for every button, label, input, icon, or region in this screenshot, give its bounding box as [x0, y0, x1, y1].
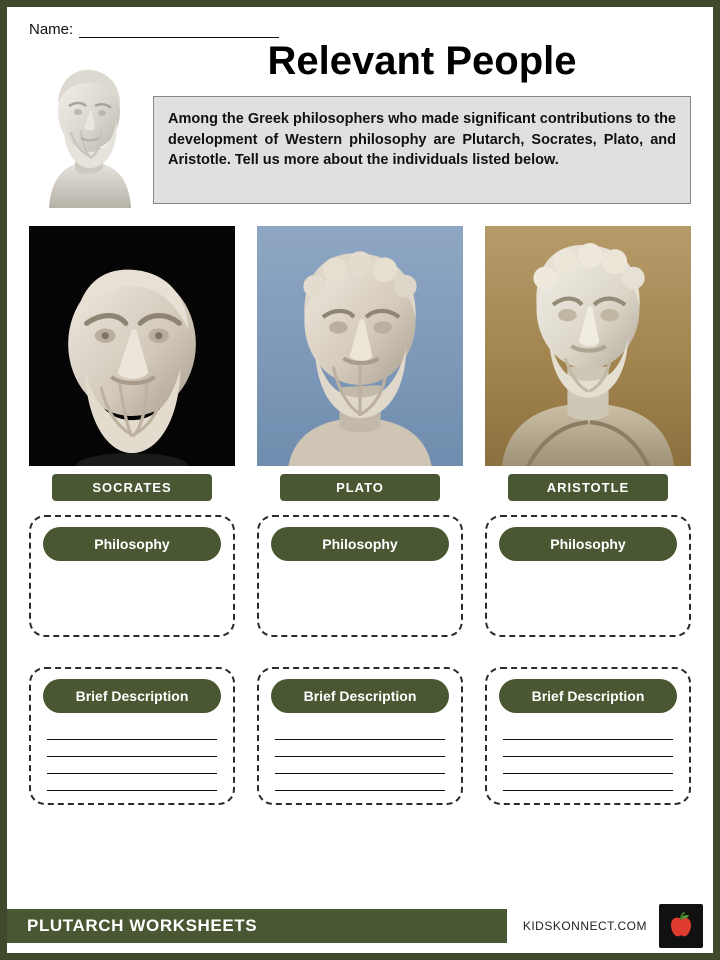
write-line[interactable] [275, 774, 445, 791]
write-line[interactable] [275, 757, 445, 774]
plato-bust-photo [257, 226, 463, 466]
description-label-plato: Brief Description [271, 679, 449, 713]
philosopher-card-plato [257, 226, 463, 501]
philosophy-block-aristotle [485, 515, 691, 637]
page-footer [7, 899, 713, 953]
philosophy-write-area-plato[interactable] [269, 561, 451, 623]
plutarch-bust-illustration [29, 40, 149, 208]
philosophy-label-plato: Philosophy [271, 527, 449, 561]
philosopher-name-plato: PLATO [280, 474, 441, 501]
name-label: Name: [29, 21, 74, 38]
philosophy-block-socrates [29, 515, 235, 637]
description-answer-box-plato[interactable] [257, 667, 463, 805]
header-text-block [149, 40, 691, 204]
philosopher-photo-row [29, 226, 691, 501]
philosopher-card-aristotle [485, 226, 691, 501]
write-line[interactable] [275, 740, 445, 757]
write-line[interactable] [47, 740, 217, 757]
write-line[interactable] [47, 757, 217, 774]
write-line[interactable] [47, 774, 217, 791]
name-field-row [29, 21, 691, 38]
write-line[interactable] [503, 774, 673, 791]
description-block-socrates [29, 667, 235, 805]
philosophy-answer-box-aristotle[interactable] [485, 515, 691, 637]
apple-icon [668, 912, 694, 940]
kidskonnect-apple-logo [659, 904, 703, 948]
description-block-plato [257, 667, 463, 805]
name-input-blank[interactable] [79, 23, 279, 38]
description-lines-aristotle[interactable] [497, 713, 679, 791]
philosophy-write-area-aristotle[interactable] [497, 561, 679, 623]
philosophy-block-plato [257, 515, 463, 637]
philosophy-answer-box-socrates[interactable] [29, 515, 235, 637]
write-line[interactable] [47, 723, 217, 740]
philosophy-answer-box-plato[interactable] [257, 515, 463, 637]
philosophy-block-row [29, 515, 691, 637]
write-line[interactable] [503, 740, 673, 757]
plutarch-bust-icon [33, 58, 145, 208]
socrates-bust-photo [29, 226, 235, 466]
footer-title: PLUTARCH WORKSHEETS [7, 909, 507, 943]
philosophy-write-area-socrates[interactable] [41, 561, 223, 623]
description-label-socrates: Brief Description [43, 679, 221, 713]
worksheet-inner [7, 7, 713, 953]
worksheet-header [29, 40, 691, 210]
intro-paragraph: Among the Greek philosophers who made significant contributions to the development of Western philosophy are Plutarch, Socrates, Plato, and Aristotle. Tell us more about the individuals listed below. [153, 96, 691, 204]
philosopher-card-socrates [29, 226, 235, 501]
aristotle-bust-image [485, 226, 691, 466]
footer-site-url: KIDSKONNECT.COM [522, 919, 647, 933]
description-block-row [29, 667, 691, 805]
philosopher-name-socrates: SOCRATES [52, 474, 213, 501]
plato-bust-image [257, 226, 463, 466]
write-line[interactable] [503, 723, 673, 740]
socrates-bust-image [29, 226, 235, 466]
description-answer-box-socrates[interactable] [29, 667, 235, 805]
description-lines-socrates[interactable] [41, 713, 223, 791]
philosophy-label-aristotle: Philosophy [499, 527, 677, 561]
aristotle-bust-photo [485, 226, 691, 466]
description-label-aristotle: Brief Description [499, 679, 677, 713]
write-line[interactable] [503, 757, 673, 774]
write-line[interactable] [275, 723, 445, 740]
philosopher-name-aristotle: ARISTOTLE [508, 474, 669, 501]
row-spacer [29, 637, 691, 653]
philosophy-label-socrates: Philosophy [43, 527, 221, 561]
page-title: Relevant People [267, 39, 577, 83]
description-answer-box-aristotle[interactable] [485, 667, 691, 805]
footer-branding [507, 899, 713, 953]
description-lines-plato[interactable] [269, 713, 451, 791]
description-block-aristotle [485, 667, 691, 805]
